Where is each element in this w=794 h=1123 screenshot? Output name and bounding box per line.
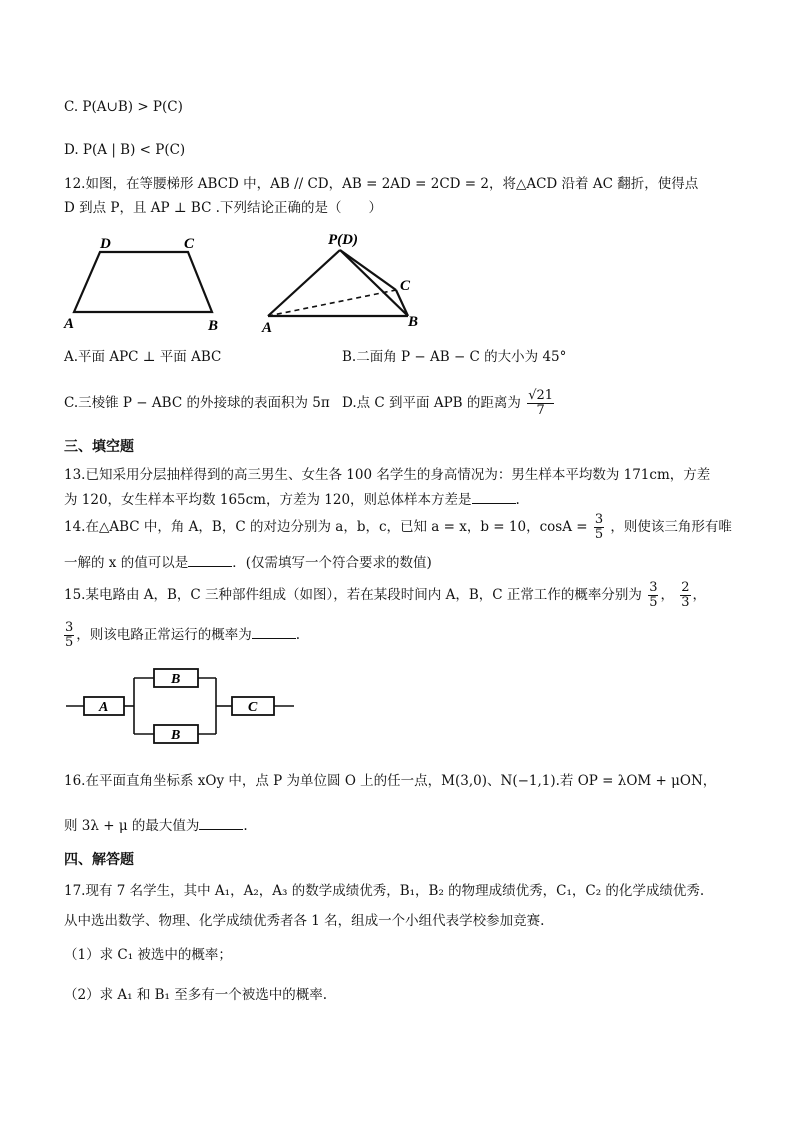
q15-f3-den: 5: [65, 635, 74, 650]
q12-option-d-fraction: [527, 389, 554, 418]
tetrahedron-figure: [258, 228, 438, 338]
q14-answer-blank[interactable]: [188, 552, 232, 567]
q14-denominator: 5: [594, 527, 604, 542]
q14-numerator: 3: [594, 512, 604, 527]
circuit-label-c: C: [248, 700, 258, 715]
circuit-label-b1: B: [171, 672, 181, 687]
q12-option-b: B.二面角 P − AB − C 的大小为 45°: [342, 349, 567, 365]
q12-line1: 12.如图，在等腰梯形 ABCD 中，AB // CD，AB = 2AD = 2CD = 2，将△ACD 沿着 AC 翻折，使得点: [64, 176, 699, 192]
q13-line1: 13.已知采用分层抽样得到的高三男生、女生各 100 名学生的身高情况为：男生样本平均数为 171cm，方差: [64, 467, 711, 483]
q15-line1: 15.某电路由 A，B，C 三种部件组成（如图），若在某段时间内 A，B，C 正常工作的概率分别为 $\frac{3}{5}$ ， $\frac{2}{3}$ ，: [64, 580, 707, 610]
q14-line2: [64, 552, 432, 573]
q15-answer-blank[interactable]: [252, 624, 296, 639]
q15-f3-num: 3: [65, 620, 74, 635]
fig1-label-c: C: [184, 236, 195, 252]
fig1-label-b: B: [208, 318, 219, 334]
q13-answer-blank[interactable]: [472, 489, 516, 504]
fig1-label-a: A: [64, 316, 75, 332]
q15-fraction-3: [64, 621, 74, 650]
option-c: C. P(A∪B) > P(C): [64, 99, 183, 115]
q17-line2: 从中选出数学、物理、化学成绩优秀者各 1 名，组成一个小组代表学校参加竞赛.: [64, 913, 545, 929]
trapezoid-figure: [60, 234, 230, 334]
q15-fraction-2: [680, 581, 690, 610]
circuit-label-a: A: [99, 700, 109, 715]
q13-line2: 为 120，女生样本平均数 165cm，方差为 120，则总体样本方差是 .: [64, 489, 520, 510]
q14-line1-post: ，则使该三角形有唯: [610, 519, 732, 535]
q14-line1: [64, 512, 732, 542]
q12-option-a: A.平面 APC ⊥ 平面 ABC: [64, 349, 222, 365]
q15-line2: $\frac{3}{5}$ ，则该电路正常运行的概率为 .: [65, 620, 301, 650]
q15-f1-den: 5: [649, 595, 658, 610]
circuit-label-b2: B: [171, 728, 181, 743]
q16-line2: 则 3λ + μ 的最大值为 .: [64, 815, 248, 836]
q12-line2: D 到点 P，且 AP ⊥ BC .下列结论正确的是（ ）: [64, 200, 382, 216]
fig1-label-d: D: [100, 236, 111, 252]
q12-option-d-numerator: √21: [528, 388, 554, 403]
q16-line1: 16.在平面直角坐标系 xOy 中，点 P 为单位圆 O 上的任一点，M(3,0)、N(−1,1).若 OP = λOM + μON，: [64, 773, 717, 789]
section-3-title: 三、填空题: [64, 439, 134, 455]
q15-f2-den: 3: [681, 595, 690, 610]
circuit-diagram: [64, 664, 304, 748]
q12-option-d-denominator: 7: [536, 403, 545, 418]
q15-line1-text: 15.某电路由 A，B，C 三种部件组成（如图），若在某段时间内 A，B，C 正常工作的概率分别为: [64, 587, 642, 603]
q12-option-c: C.三棱锥 P − ABC 的外接球的表面积为 5π: [64, 395, 330, 411]
q17-part1: （1）求 C₁ 被选中的概率；: [64, 947, 232, 963]
q17-line1: 17.现有 7 名学生，其中 A₁，A₂，A₃ 的数学成绩优秀，B₁，B₂ 的物理成绩优秀，C₁，C₂ 的化学成绩优秀.: [64, 883, 705, 899]
fig2-label-c: C: [400, 278, 411, 294]
q15-line2-text: ，则该电路正常运行的概率为: [76, 627, 252, 643]
q14-line2-post: ．(仅需填写一个符合要求的数值): [232, 555, 432, 571]
q14-line1-text: 14.在△ABC 中，角 A，B，C 的对边分别为 a，b，c，已知 a = x，b = 10，cosA =: [64, 519, 588, 535]
q12-option-d-text: D.点 C 到平面 APB 的距离为: [342, 395, 521, 411]
q14-line2-text: 一解的 x 的值可以是: [64, 555, 189, 571]
q13-line2-text: 为 120，女生样本平均数 165cm，方差为 120，则总体样本方差是: [64, 492, 472, 508]
q14-fraction: [594, 513, 604, 542]
fig2-label-b: B: [408, 314, 419, 330]
fig2-label-p: P(D): [328, 232, 358, 248]
q15-f1-num: 3: [649, 580, 658, 595]
q12-option-d: [342, 383, 556, 423]
q16-line2-text: 则 3λ + μ 的最大值为: [64, 818, 200, 834]
fig2-label-a: A: [262, 320, 273, 336]
option-d: D. P(A | B) < P(C): [64, 142, 186, 158]
q16-answer-blank[interactable]: [199, 815, 243, 830]
q15-fraction-1: [648, 581, 658, 610]
section-4-title: 四、解答题: [64, 852, 134, 868]
q17-part2: （2）求 A₁ 和 B₁ 至多有一个被选中的概率.: [64, 987, 328, 1003]
q15-f2-num: 2: [681, 580, 690, 595]
